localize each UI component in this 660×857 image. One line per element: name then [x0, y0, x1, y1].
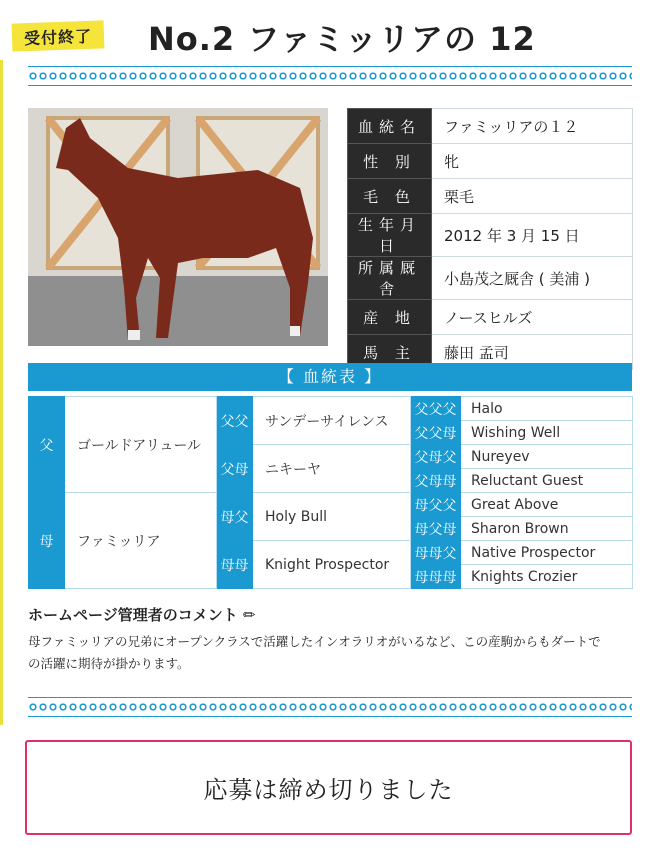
- decorative-border-top: [28, 66, 632, 86]
- comment-heading: ホームページ管理者のコメント ✏: [28, 606, 256, 624]
- horse-profile-table: [347, 108, 633, 370]
- profile-row: 毛 色 栗毛: [348, 179, 633, 214]
- sire-label: 父: [29, 397, 65, 493]
- sire-name: ゴールドアリュール: [65, 397, 217, 493]
- pedigree-table: 父 ゴールドアリュール 父父 サンデーサイレンス 父父父 Halo 父父母 Wishing Well 父母 ニキーヤ 父母父 Nureyev 父母母 Reluctant Guest 母 ファミッリア 母父 Holy Bull 母父父 Great Above 母父母 Sharon Brown 母母 Knight Prospector 母母父 Native Prospector 母母母 Knights Crozier: [28, 396, 633, 589]
- left-accent-rule: [0, 60, 3, 725]
- profile-row: 生年月日 2012 年 3 月 15 日: [348, 214, 633, 257]
- application-closed-notice: 応募は締め切りました: [25, 740, 632, 835]
- profile-row: 所属厩舎 小島茂之厩舎 ( 美浦 ): [348, 257, 633, 300]
- dam-label: 母: [29, 493, 65, 589]
- pedigree-title: 【 血統表 】: [28, 363, 632, 391]
- decorative-border-bottom: [28, 697, 632, 717]
- pen-icon: ✏: [242, 606, 256, 624]
- profile-row: 馬 主 藤田 孟司: [348, 335, 633, 370]
- profile-row: 血統名 ファミッリアの１２: [348, 109, 633, 144]
- status-badge: 受付終了: [12, 20, 105, 51]
- dam-name: ファミッリア: [65, 493, 217, 589]
- profile-row: 性 別 牝: [348, 144, 633, 179]
- comment-text: 母ファミッリアの兄弟にオープンクラスで活躍したインオラリオがいるなど、この産駒からもダートで の活躍に期待が掛かります。: [28, 634, 601, 671]
- profile-row: 産 地 ノースヒルズ: [348, 300, 633, 335]
- horse-photo: [28, 108, 328, 346]
- page-title: No.2 ファミッリアの 12: [148, 20, 536, 58]
